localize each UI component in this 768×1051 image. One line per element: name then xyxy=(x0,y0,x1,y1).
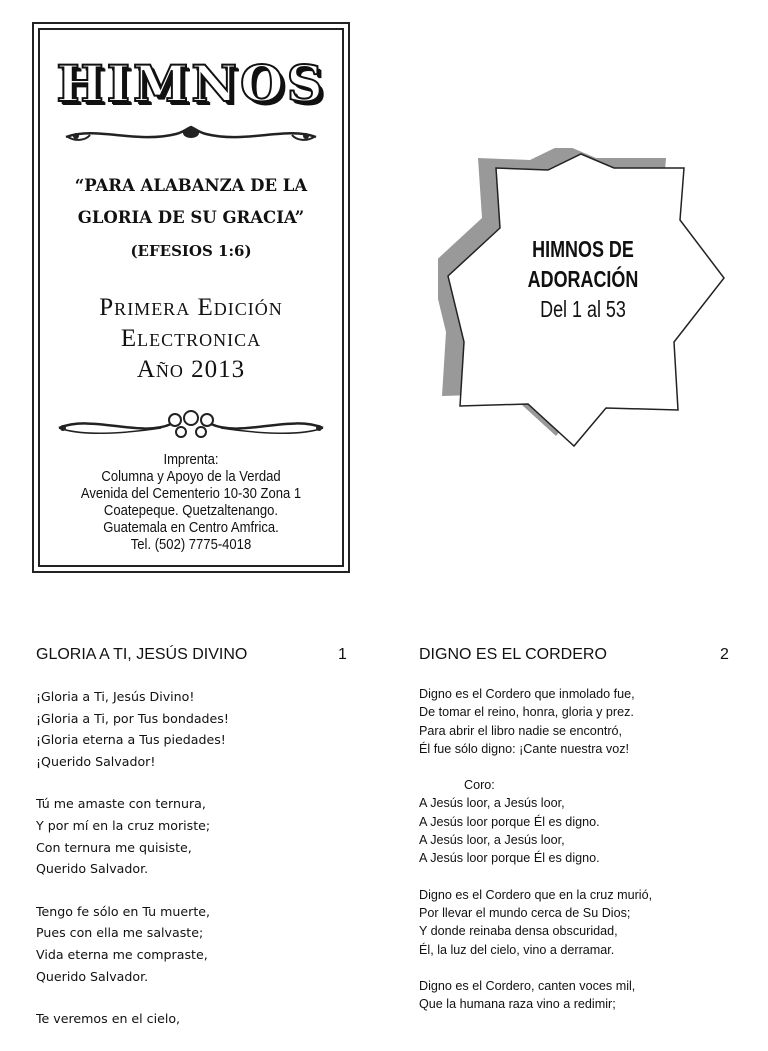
imprint-line: Avenida del Cementerio 10-30 Zona 1 xyxy=(80,486,302,502)
lyric-line: Él fue sólo digno: ¡Cante nuestra voz! xyxy=(419,741,630,756)
imprint-line: Imprenta: xyxy=(163,452,219,468)
cover-quote xyxy=(40,170,342,234)
hymn-title: DIGNO ES EL CORDERO xyxy=(419,646,607,663)
quote-line: “PARA ALABANZA DE LA xyxy=(74,176,308,195)
cover-inner-border xyxy=(38,28,344,567)
cover-reference: (EFESIOS 1:6) xyxy=(130,242,252,260)
stanza xyxy=(419,977,739,1014)
chorus xyxy=(419,776,739,867)
chorus-label: Coro: xyxy=(464,778,495,793)
imprint-line: Tel. (502) 7775-4018 xyxy=(130,537,252,553)
lyric-line: Por llevar el mundo cerca de Su Dios; xyxy=(419,905,631,920)
lyric-line: ¡Gloria a Ti, por Tus bondades! xyxy=(36,710,229,726)
stanza xyxy=(419,685,739,758)
lyric-line: Digno es el Cordero que inmolado fue, xyxy=(419,687,635,701)
lyric-line: Para abrir el libro nadie se encontró, xyxy=(419,723,623,738)
lyric-line: ¡Gloria a Ti, Jesús Divino! xyxy=(36,689,195,704)
imprint-line: Guatemala en Centro Amfrica. xyxy=(103,520,279,536)
lyric-line: Digno es el Cordero, canten voces mil, xyxy=(419,978,636,993)
lyric-line: Él, la luz del cielo, vino a derramar. xyxy=(419,942,615,957)
hymn-title: GLORIA A TI, JESÚS DIVINO xyxy=(36,646,248,663)
lyric-line: Tú me amaste con ternura, xyxy=(36,796,206,812)
cover-panel xyxy=(32,22,350,573)
cover-edition xyxy=(40,292,342,385)
star-badge xyxy=(438,148,728,448)
stanza xyxy=(36,686,336,772)
lyric-line: Tengo fe sólo en Tu muerte, xyxy=(36,903,211,919)
edition-line: Año 2013 xyxy=(136,356,246,383)
hymn-number: 1 xyxy=(338,646,347,663)
stanza xyxy=(36,901,336,987)
lyric-line: A Jesús loor, a Jesús loor, xyxy=(419,796,565,811)
hymn-number: 2 xyxy=(720,646,729,663)
lyric-line: Y por mí en la cruz moriste; xyxy=(36,817,211,833)
cover-title: HIMNOS xyxy=(56,54,326,113)
cover-imprint xyxy=(40,452,342,554)
lyric-line: Pues con ella me salvaste; xyxy=(36,925,204,941)
hymn-1-lyrics xyxy=(36,686,336,1051)
lyric-line: Querido Salvador. xyxy=(36,968,149,984)
lyric-line: ¡Gloria eterna a Tus piedades! xyxy=(36,732,226,748)
lyric-line: Con ternura me quisiste, xyxy=(36,839,192,855)
lyric-line: Y donde reinaba densa obscuridad, xyxy=(419,924,618,939)
lyric-line: Que la humana raza vino a redimir; xyxy=(419,997,616,1012)
lyric-line: Te veremos en el cielo, xyxy=(36,1011,181,1027)
lyric-line: A Jesús loor porque Él es digno. xyxy=(419,814,600,829)
imprint-line: Columna y Apoyo de la Verdad xyxy=(101,469,281,485)
edition-line: Primera Edición xyxy=(99,294,283,321)
hymn-2-lyrics xyxy=(419,685,739,1031)
stanza xyxy=(419,886,739,959)
badge-line: HIMNOS DE xyxy=(532,236,634,262)
badge-line: ADORACIÓN xyxy=(527,266,639,292)
flourish-ornament-top xyxy=(40,124,342,146)
lyric-line: Vida eterna me compraste, xyxy=(36,946,208,962)
lyric-line: A Jesús loor porque Él es digno. xyxy=(419,851,600,866)
stanza xyxy=(36,793,336,879)
lyric-line: De tomar el reino, honra, gloria y prez. xyxy=(419,705,634,720)
quote-line: GLORIA DE SU GRACIA” xyxy=(77,208,305,227)
lyric-line: Querido Salvador. xyxy=(36,861,149,877)
flourish-ornament-bottom xyxy=(40,408,342,442)
lyric-line: A Jesús loor, a Jesús loor, xyxy=(419,833,565,848)
lyric-line: ¡Querido Salvador! xyxy=(36,753,156,769)
stanza xyxy=(36,1008,336,1030)
badge-text xyxy=(438,234,728,324)
lyric-line: Digno es el Cordero que en la cruz murió, xyxy=(419,887,653,902)
imprint-line: Coatepeque. Quetzaltenango. xyxy=(103,503,279,519)
badge-line: Del 1 al 53 xyxy=(540,296,626,322)
edition-line: Electronica xyxy=(120,325,262,352)
